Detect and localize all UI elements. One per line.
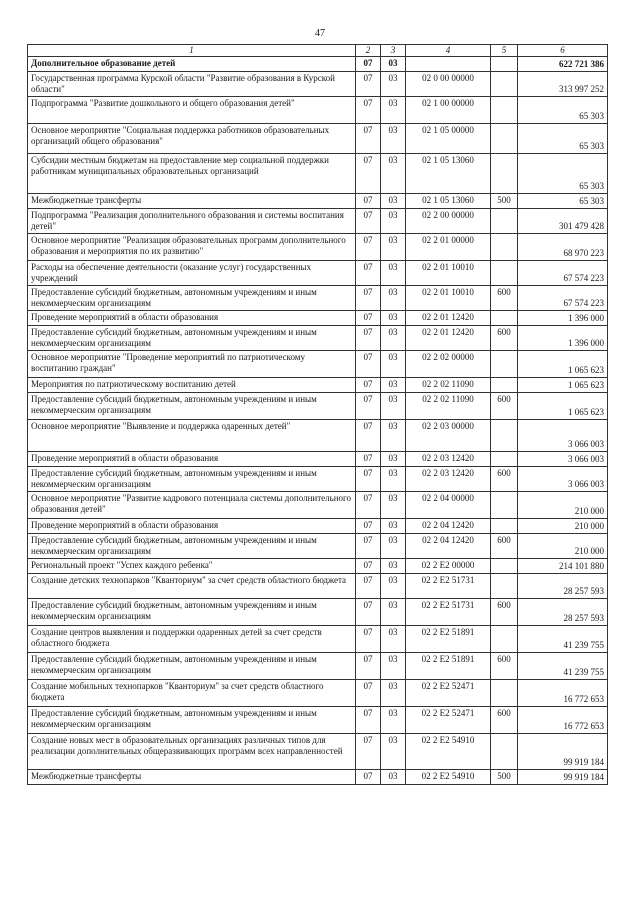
row-target-code: 02 1 05 13060 xyxy=(406,194,491,209)
row-expense-type xyxy=(491,626,518,653)
table-row xyxy=(28,326,608,351)
row-section: 07 xyxy=(356,209,381,234)
row-amount: 214 101 880 xyxy=(518,559,608,574)
table-row xyxy=(28,154,608,194)
row-expense-type xyxy=(491,57,518,72)
row-section: 07 xyxy=(356,626,381,653)
row-section: 07 xyxy=(356,770,381,785)
row-description: Основное мероприятие "Развитие кадрового потенциала системы дополнительного образования детей" xyxy=(28,492,356,519)
header-cell: 4 xyxy=(406,45,491,57)
row-description: Межбюджетные трансферты xyxy=(28,770,356,785)
row-target-code: 02 1 05 13060 xyxy=(406,154,491,194)
row-expense-type xyxy=(491,519,518,534)
row-target-code: 02 2 03 12420 xyxy=(406,467,491,492)
row-amount: 28 257 593 xyxy=(518,599,608,626)
row-expense-type xyxy=(491,234,518,261)
row-amount: 68 970 223 xyxy=(518,234,608,261)
row-description: Расходы на обеспечение деятельности (оказание услуг) государственных учреждений xyxy=(28,261,356,286)
row-target-code: 02 2 E2 52471 xyxy=(406,707,491,734)
row-section: 07 xyxy=(356,57,381,72)
row-expense-type xyxy=(491,311,518,326)
row-description: Государственная программа Курской области "Развитие образования в Курской области" xyxy=(28,72,356,97)
page-number: 47 xyxy=(315,28,325,39)
row-section: 07 xyxy=(356,194,381,209)
row-amount: 41 239 755 xyxy=(518,653,608,680)
row-expense-type xyxy=(491,680,518,707)
row-section: 07 xyxy=(356,420,381,452)
row-subsection: 03 xyxy=(381,599,406,626)
row-section: 07 xyxy=(356,124,381,154)
row-target-code: 02 2 03 00000 xyxy=(406,420,491,452)
row-description: Предоставление субсидий бюджетным, автономным учреждениям и иным некоммерческим организациям xyxy=(28,467,356,492)
row-amount: 1 396 000 xyxy=(518,311,608,326)
row-description: Проведение мероприятий в области образования xyxy=(28,452,356,467)
row-amount: 3 066 003 xyxy=(518,452,608,467)
row-description: Предоставление субсидий бюджетным, автономным учреждениям и иным некоммерческим организациям xyxy=(28,653,356,680)
row-target-code: 02 2 04 00000 xyxy=(406,492,491,519)
table-row xyxy=(28,680,608,707)
header-cell: 3 xyxy=(381,45,406,57)
row-amount: 65 303 xyxy=(518,124,608,154)
row-section: 07 xyxy=(356,534,381,559)
row-subsection: 03 xyxy=(381,72,406,97)
row-subsection: 03 xyxy=(381,626,406,653)
row-expense-type xyxy=(491,72,518,97)
row-target-code: 02 2 04 12420 xyxy=(406,534,491,559)
row-section: 07 xyxy=(356,154,381,194)
row-target-code: 02 2 02 11090 xyxy=(406,393,491,420)
row-subsection: 03 xyxy=(381,574,406,599)
row-section: 07 xyxy=(356,653,381,680)
row-description: Предоставление субсидий бюджетным, автономным учреждениям и иным некоммерческим организациям xyxy=(28,534,356,559)
row-subsection: 03 xyxy=(381,124,406,154)
table-row xyxy=(28,209,608,234)
row-subsection: 03 xyxy=(381,467,406,492)
row-expense-type xyxy=(491,734,518,770)
row-section: 07 xyxy=(356,72,381,97)
row-expense-type xyxy=(491,261,518,286)
row-description: Проведение мероприятий в области образования xyxy=(28,311,356,326)
header-cell: 5 xyxy=(491,45,518,57)
row-amount: 210 000 xyxy=(518,534,608,559)
row-section: 07 xyxy=(356,452,381,467)
row-expense-type xyxy=(491,559,518,574)
row-target-code: 02 2 E2 51891 xyxy=(406,626,491,653)
row-amount: 210 000 xyxy=(518,492,608,519)
table-row xyxy=(28,420,608,452)
row-subsection: 03 xyxy=(381,519,406,534)
row-description: Предоставление субсидий бюджетным, автономным учреждениям и иным некоммерческим организациям xyxy=(28,286,356,311)
row-target-code: 02 2 01 10010 xyxy=(406,261,491,286)
table-row xyxy=(28,519,608,534)
row-section: 07 xyxy=(356,467,381,492)
row-target-code: 02 2 04 12420 xyxy=(406,519,491,534)
row-target-code: 02 2 E2 51891 xyxy=(406,653,491,680)
row-expense-type xyxy=(491,97,518,124)
row-description: Предоставление субсидий бюджетным, автономным учреждениям и иным некоммерческим организациям xyxy=(28,326,356,351)
row-section: 07 xyxy=(356,492,381,519)
row-expense-type: 600 xyxy=(491,534,518,559)
row-subsection: 03 xyxy=(381,734,406,770)
row-description: Основное мероприятие "Выявление и поддержка одаренных детей" xyxy=(28,420,356,452)
row-description: Проведение мероприятий в области образования xyxy=(28,519,356,534)
table-row xyxy=(28,378,608,393)
row-expense-type: 600 xyxy=(491,326,518,351)
row-subsection: 03 xyxy=(381,209,406,234)
row-expense-type: 600 xyxy=(491,707,518,734)
row-subsection: 03 xyxy=(381,57,406,72)
row-target-code: 02 2 00 00000 xyxy=(406,209,491,234)
table-row xyxy=(28,492,608,519)
row-target-code: 02 1 00 00000 xyxy=(406,97,491,124)
row-amount: 28 257 593 xyxy=(518,574,608,599)
row-amount: 65 303 xyxy=(518,194,608,209)
table-row xyxy=(28,534,608,559)
row-subsection: 03 xyxy=(381,492,406,519)
row-description: Предоставление субсидий бюджетным, автономным учреждениям и иным некоммерческим организациям xyxy=(28,393,356,420)
row-target-code: 02 2 E2 51731 xyxy=(406,599,491,626)
row-expense-type xyxy=(491,209,518,234)
row-amount: 65 303 xyxy=(518,154,608,194)
row-subsection: 03 xyxy=(381,311,406,326)
row-amount: 16 772 653 xyxy=(518,680,608,707)
table-row xyxy=(28,393,608,420)
row-section: 07 xyxy=(356,326,381,351)
header-cell: 1 xyxy=(28,45,356,57)
row-target-code: 02 2 01 12420 xyxy=(406,311,491,326)
row-section: 07 xyxy=(356,559,381,574)
row-expense-type xyxy=(491,124,518,154)
row-subsection: 03 xyxy=(381,680,406,707)
row-description: Предоставление субсидий бюджетным, автономным учреждениям и иным некоммерческим организациям xyxy=(28,707,356,734)
header-cell: 2 xyxy=(356,45,381,57)
table-row xyxy=(28,770,608,785)
row-description: Основное мероприятие "Проведение мероприятий по патриотическому воспитанию граждан" xyxy=(28,351,356,378)
row-expense-type xyxy=(491,420,518,452)
row-description: Мероприятия по патриотическому воспитанию детей xyxy=(28,378,356,393)
row-subsection: 03 xyxy=(381,97,406,124)
row-target-code: 02 2 E2 54910 xyxy=(406,734,491,770)
row-section: 07 xyxy=(356,734,381,770)
row-description: Дополнительное образование детей xyxy=(28,57,356,72)
row-target-code: 02 2 E2 51731 xyxy=(406,574,491,599)
row-description: Создание мобильных технопарков "Кванториум" за счет средств областного бюджета xyxy=(28,680,356,707)
row-section: 07 xyxy=(356,286,381,311)
row-subsection: 03 xyxy=(381,559,406,574)
row-subsection: 03 xyxy=(381,351,406,378)
row-section: 07 xyxy=(356,97,381,124)
table-row xyxy=(28,653,608,680)
row-expense-type xyxy=(491,351,518,378)
row-subsection: 03 xyxy=(381,154,406,194)
table-row xyxy=(28,234,608,261)
row-amount: 1 065 623 xyxy=(518,378,608,393)
row-subsection: 03 xyxy=(381,770,406,785)
row-target-code: 02 2 01 10010 xyxy=(406,286,491,311)
table-row xyxy=(28,261,608,286)
row-target-code: 02 2 E2 52471 xyxy=(406,680,491,707)
row-expense-type: 500 xyxy=(491,770,518,785)
row-amount: 99 919 184 xyxy=(518,734,608,770)
row-target-code: 02 2 E2 54910 xyxy=(406,770,491,785)
row-amount: 301 479 428 xyxy=(518,209,608,234)
budget-table-body xyxy=(28,45,608,785)
row-subsection: 03 xyxy=(381,534,406,559)
row-amount: 41 239 755 xyxy=(518,626,608,653)
row-subsection: 03 xyxy=(381,452,406,467)
header-cell: 6 xyxy=(518,45,608,57)
row-subsection: 03 xyxy=(381,393,406,420)
table-row xyxy=(28,559,608,574)
table-header-row xyxy=(28,45,608,57)
row-description: Подпрограмма "Развитие дошкольного и общего образования детей" xyxy=(28,97,356,124)
row-amount: 1 065 623 xyxy=(518,393,608,420)
row-description: Подпрограмма "Реализация дополнительного образования и системы воспитания детей" xyxy=(28,209,356,234)
row-amount: 99 919 184 xyxy=(518,770,608,785)
row-expense-type: 600 xyxy=(491,393,518,420)
row-amount: 3 066 003 xyxy=(518,467,608,492)
row-subsection: 03 xyxy=(381,194,406,209)
row-section: 07 xyxy=(356,311,381,326)
table-row xyxy=(28,72,608,97)
row-description: Межбюджетные трансферты xyxy=(28,194,356,209)
row-amount: 3 066 003 xyxy=(518,420,608,452)
table-row xyxy=(28,626,608,653)
row-section: 07 xyxy=(356,378,381,393)
table-row xyxy=(28,97,608,124)
row-section: 07 xyxy=(356,574,381,599)
table-row xyxy=(28,57,608,72)
row-target-code: 02 2 02 11090 xyxy=(406,378,491,393)
table-row xyxy=(28,351,608,378)
row-expense-type: 600 xyxy=(491,467,518,492)
table-row xyxy=(28,734,608,770)
row-section: 07 xyxy=(356,351,381,378)
row-subsection: 03 xyxy=(381,234,406,261)
row-section: 07 xyxy=(356,393,381,420)
row-section: 07 xyxy=(356,707,381,734)
table-row xyxy=(28,599,608,626)
row-target-code: 02 2 01 12420 xyxy=(406,326,491,351)
row-expense-type xyxy=(491,574,518,599)
row-target-code: 02 2 E2 00000 xyxy=(406,559,491,574)
row-expense-type xyxy=(491,452,518,467)
row-description: Основное мероприятие "Реализация образовательных программ дополнительного образования и мероприятия по их развитию" xyxy=(28,234,356,261)
row-subsection: 03 xyxy=(381,420,406,452)
row-expense-type xyxy=(491,378,518,393)
row-description: Создание детских технопарков "Кванториум" за счет средств областного бюджета xyxy=(28,574,356,599)
table-row xyxy=(28,467,608,492)
row-expense-type xyxy=(491,492,518,519)
row-amount: 622 721 386 xyxy=(518,57,608,72)
table-row xyxy=(28,286,608,311)
row-subsection: 03 xyxy=(381,326,406,351)
row-section: 07 xyxy=(356,599,381,626)
row-expense-type: 500 xyxy=(491,194,518,209)
row-target-code: 02 1 05 00000 xyxy=(406,124,491,154)
row-description: Региональный проект "Успех каждого ребенка" xyxy=(28,559,356,574)
budget-table xyxy=(27,44,608,785)
row-amount: 313 997 252 xyxy=(518,72,608,97)
row-expense-type: 600 xyxy=(491,286,518,311)
row-description: Субсидии местным бюджетам на предоставление мер социальной поддержки работникам муниципальных образовательных организаций xyxy=(28,154,356,194)
row-target-code: 02 2 01 00000 xyxy=(406,234,491,261)
row-subsection: 03 xyxy=(381,378,406,393)
row-section: 07 xyxy=(356,680,381,707)
row-amount: 1 065 623 xyxy=(518,351,608,378)
row-amount: 210 000 xyxy=(518,519,608,534)
row-amount: 67 574 223 xyxy=(518,261,608,286)
row-amount: 16 772 653 xyxy=(518,707,608,734)
row-section: 07 xyxy=(356,234,381,261)
row-expense-type: 600 xyxy=(491,653,518,680)
table-row xyxy=(28,574,608,599)
row-subsection: 03 xyxy=(381,261,406,286)
row-amount: 67 574 223 xyxy=(518,286,608,311)
table-row xyxy=(28,707,608,734)
row-section: 07 xyxy=(356,519,381,534)
table-row xyxy=(28,311,608,326)
row-subsection: 03 xyxy=(381,653,406,680)
row-target-code: 02 2 02 00000 xyxy=(406,351,491,378)
row-subsection: 03 xyxy=(381,707,406,734)
table-row xyxy=(28,124,608,154)
row-expense-type: 600 xyxy=(491,599,518,626)
row-amount: 1 396 000 xyxy=(518,326,608,351)
row-target-code: 02 2 03 12420 xyxy=(406,452,491,467)
row-description: Создание центров выявления и поддержки одаренных детей за счет средств областного бюджета xyxy=(28,626,356,653)
row-description: Основное мероприятие "Социальная поддержка работников образовательных организаций общего образования" xyxy=(28,124,356,154)
row-target-code: 02 0 00 00000 xyxy=(406,72,491,97)
table-row xyxy=(28,452,608,467)
row-description: Предоставление субсидий бюджетным, автономным учреждениям и иным некоммерческим организациям xyxy=(28,599,356,626)
row-section: 07 xyxy=(356,261,381,286)
row-expense-type xyxy=(491,154,518,194)
row-description: Создание новых мест в образовательных организациях различных типов для реализации дополнительных общеразвивающих программ всех направленностей xyxy=(28,734,356,770)
row-target-code xyxy=(406,57,491,72)
row-subsection: 03 xyxy=(381,286,406,311)
row-amount: 65 303 xyxy=(518,97,608,124)
table-row xyxy=(28,194,608,209)
